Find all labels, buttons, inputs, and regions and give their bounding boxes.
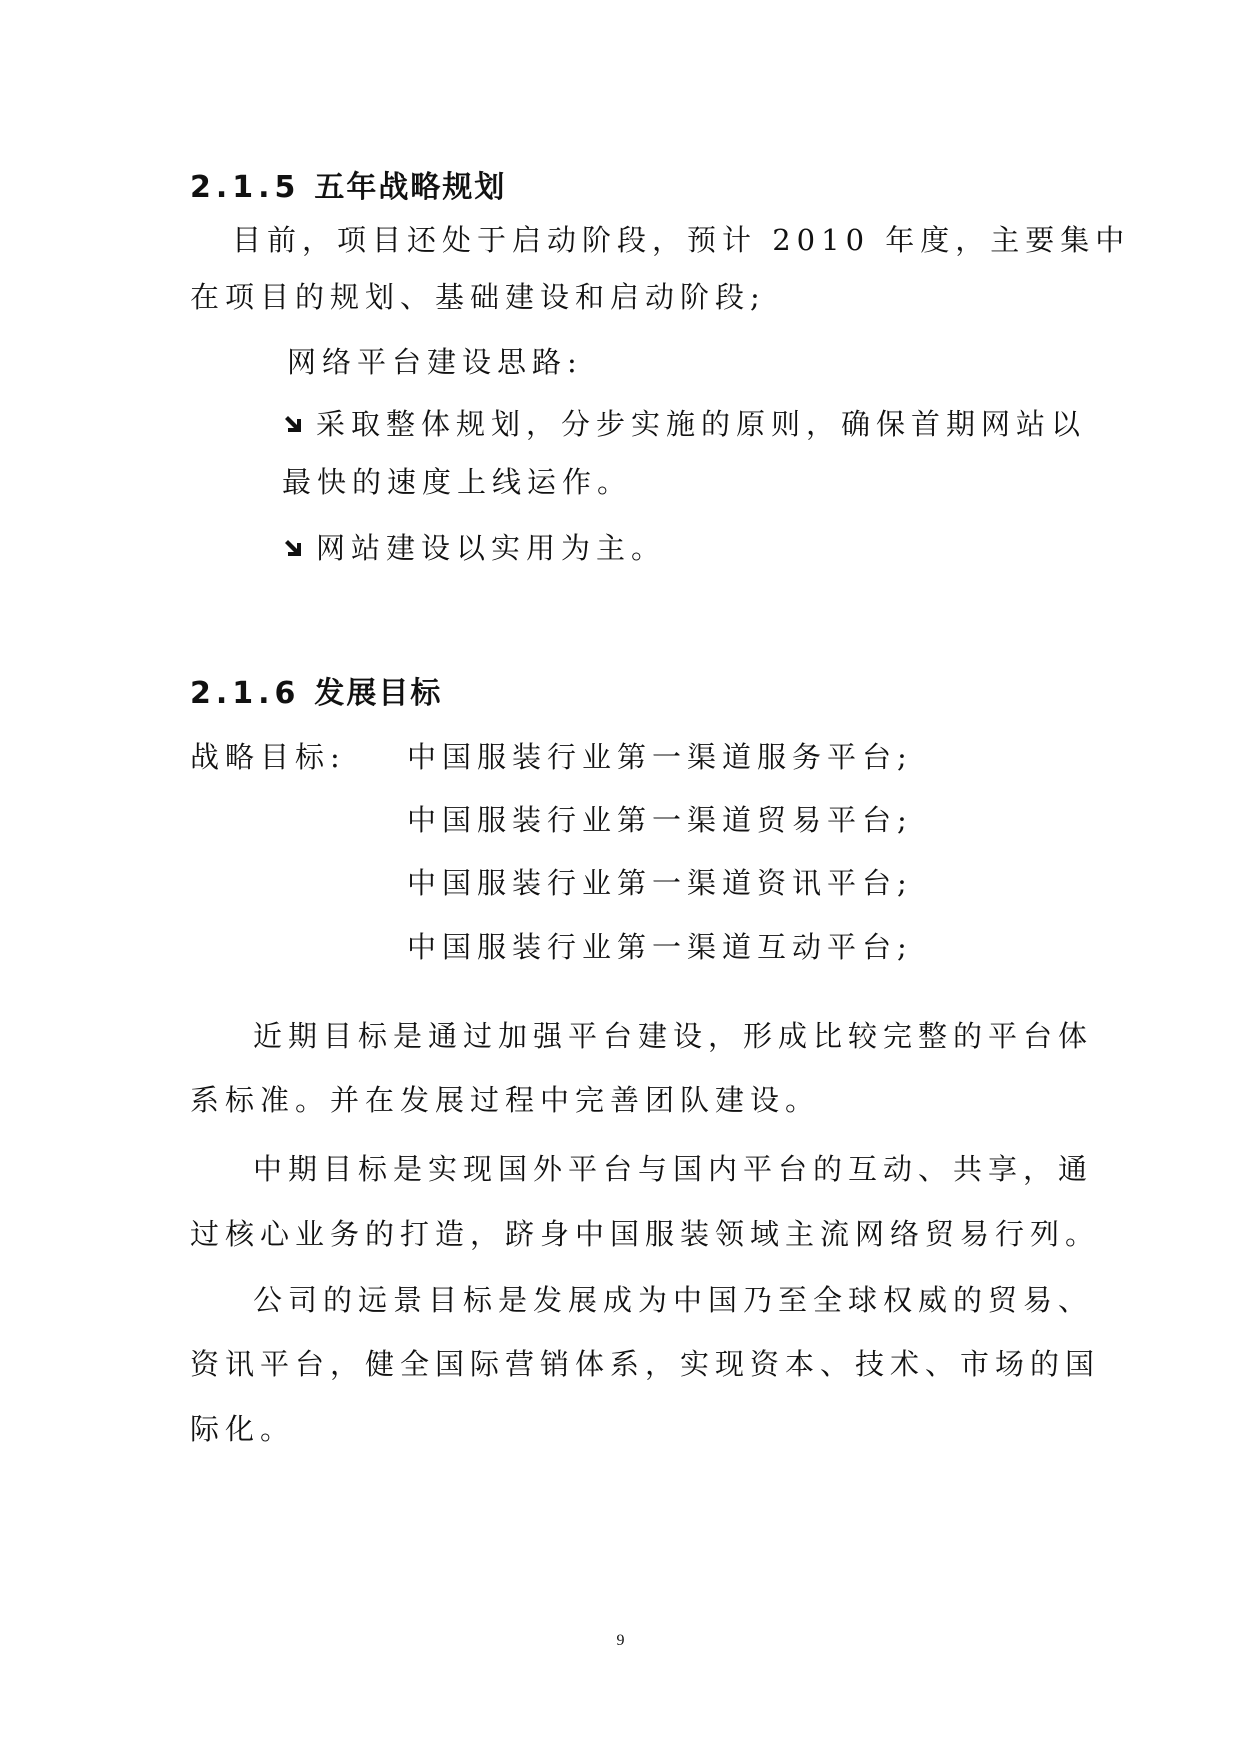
paragraph-line: 在项目的规划、基础建设和启动阶段; [190, 280, 766, 314]
bullet-item [282, 404, 1086, 444]
paragraph-line: 目前，项目还处于启动阶段，预计 2010 年度，主要集中 [232, 223, 1131, 257]
strategic-goal-item: 中国服装行业第一渠道资讯平台; [407, 866, 913, 900]
mid-term-line: 中期目标是实现国外平台与国内平台的互动、共享，通 [253, 1152, 1094, 1186]
subsection-label: 网络平台建设思路: [287, 345, 583, 379]
section-title: 发展目标 [314, 676, 443, 711]
section-title: 五年战略规划 [314, 170, 507, 205]
bullet-continuation: 最快的速度上线运作。 [282, 465, 633, 499]
section-heading-2-1-6 [190, 668, 442, 712]
bullet-text: 网站建设以实用为主。 [316, 531, 667, 565]
section-number: 2.1.6 [190, 676, 301, 711]
bullet-item [282, 528, 666, 568]
near-term-line: 系标准。并在发展过程中完善团队建设。 [190, 1083, 821, 1117]
page-number: 9 [616, 1632, 625, 1649]
section-number: 2.1.5 [190, 170, 301, 205]
strategic-goal-item: 中国服装行业第一渠道贸易平台; [407, 803, 913, 837]
long-term-line: 资讯平台，健全国际营销体系，实现资本、技术、市场的国 [190, 1347, 1101, 1381]
bullet-text: 采取整体规划，分步实施的原则，确保首期网站以 [316, 407, 1087, 441]
long-term-line: 公司的远景目标是发展成为中国乃至全球权威的贸易、 [253, 1283, 1094, 1317]
section-heading-2-1-5 [190, 162, 506, 206]
near-term-line: 近期目标是通过加强平台建设，形成比较完整的平台体 [253, 1019, 1094, 1053]
mid-term-line: 过核心业务的打造，跻身中国服装领域主流网络贸易行列。 [190, 1217, 1101, 1251]
strategic-goal-item: 中国服装行业第一渠道服务平台; [407, 740, 913, 774]
arrow-down-right-icon [282, 413, 306, 437]
long-term-line: 际化。 [190, 1412, 296, 1446]
strategic-goal-item: 中国服装行业第一渠道互动平台; [407, 930, 913, 964]
arrow-down-right-icon [282, 537, 306, 561]
strategic-goals-label: 战略目标: [190, 740, 346, 774]
